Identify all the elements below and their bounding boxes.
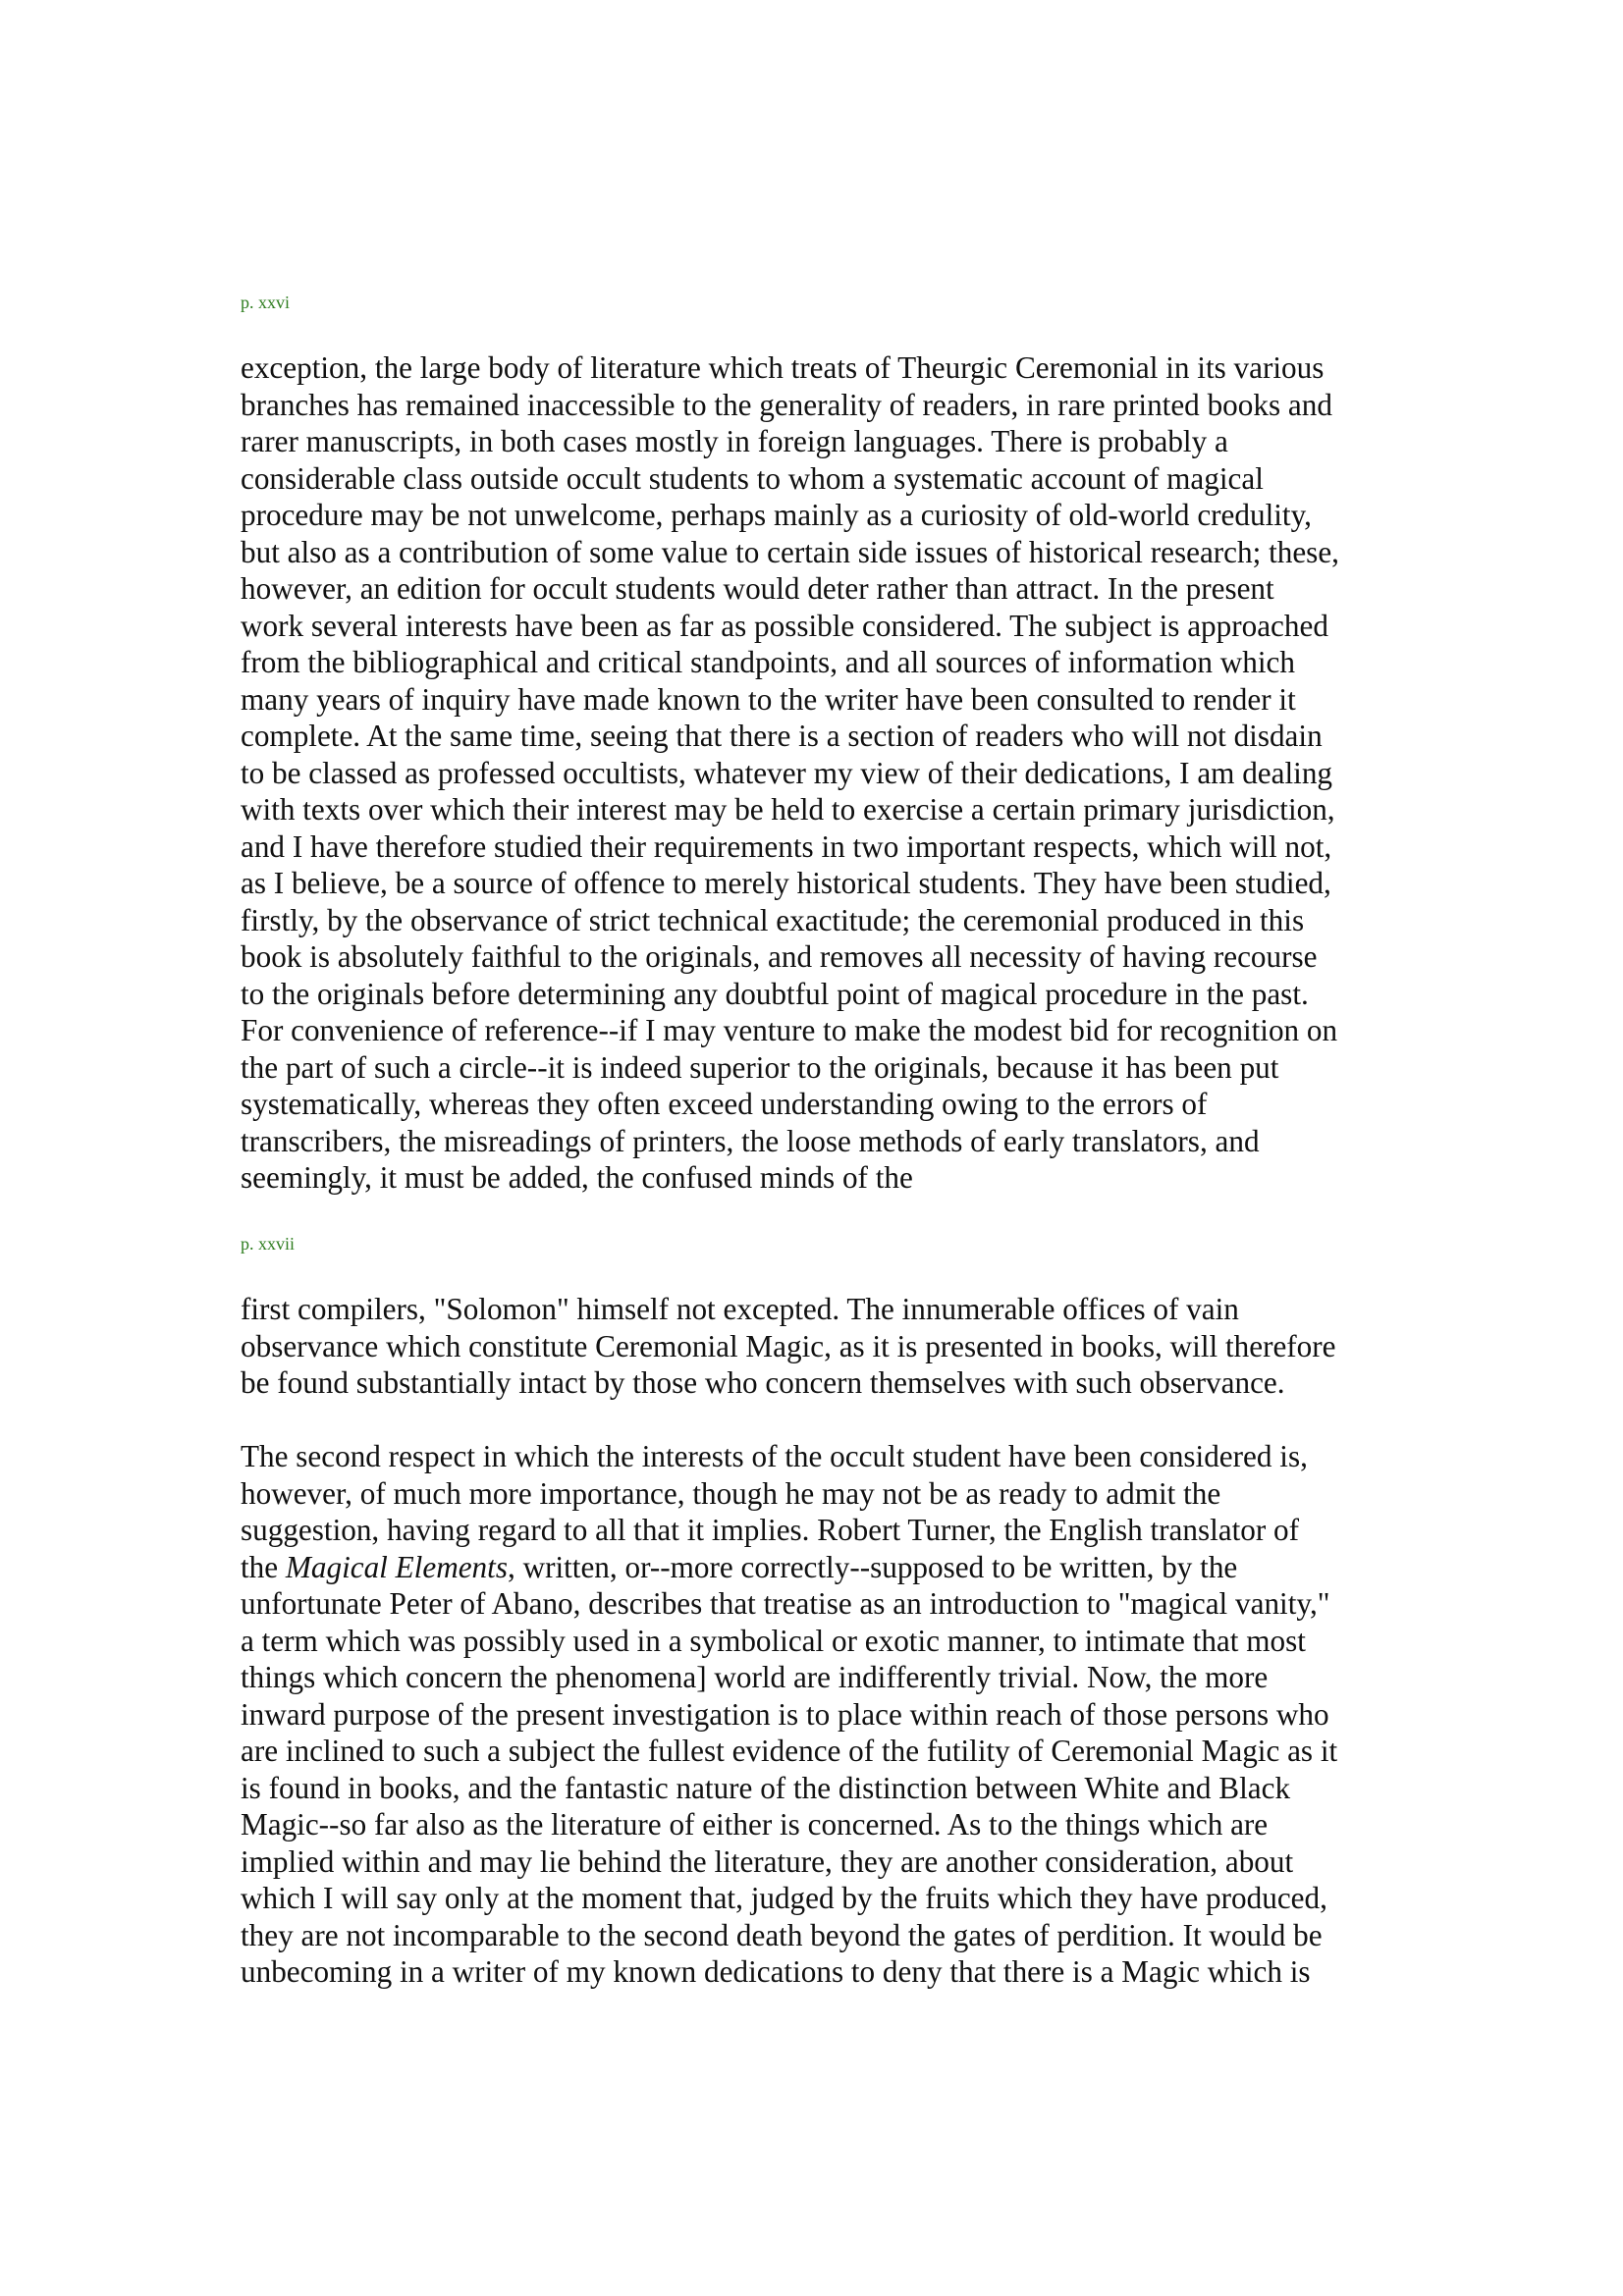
text-line [241, 1549, 1409, 1586]
text-line: considerable class outside occult students to whom a systematic account of magical [241, 460, 1264, 496]
text-line: inward purpose of the present investigation is to place within reach of those persons who [241, 1696, 1329, 1732]
text-line: and I have therefore studied their requirements in two important respects, which will not, [241, 828, 1332, 864]
text-line: however, of much more importance, though he may not be as ready to admit the [241, 1475, 1221, 1511]
text-line: with texts over which their interest may be held to exercise a certain primary jurisdiction, [241, 792, 1335, 827]
text-line: procedure may be not unwelcome, perhaps mainly as a curiosity of old-world credulity, [241, 498, 1312, 532]
text-line: Magic--so far also as the literature of either is concerned. As to the things which are [241, 1807, 1269, 1842]
text-line: implied within and may lie behind the literature, they are another consideration, about [241, 1843, 1294, 1879]
text-line: but also as a contribution of some value to certain side issues of historical research; these, [241, 534, 1339, 569]
page-marker-xxvi: p. xxvi [241, 293, 291, 312]
book-title-italic: Magical Elements [285, 1549, 508, 1584]
text-line: many years of inquiry have made known to the writer have been consulted to render it [241, 681, 1296, 717]
text-line: rarer manuscripts, in both cases mostly in foreign languages. There is probably a [241, 424, 1228, 458]
text-line: For convenience of reference--if I may venture to make the modest bid for recognition on [241, 1013, 1338, 1047]
text-line: first compilers, "Solomon" himself not excepted. The innumerable offices of vain [241, 1292, 1239, 1326]
text-fragment: the [241, 1549, 286, 1584]
text-line: things which concern the phenomena] world are indifferently trivial. Now, the more [241, 1660, 1269, 1694]
text-line: from the bibliographical and critical standpoints, and all sources of information which [241, 645, 1295, 679]
text-line: complete. At the same time, seeing that there is a section of readers who will not disdain [241, 719, 1323, 753]
text-line: work several interests have been as far as possible considered. The subject is approached [241, 608, 1328, 643]
paragraph-3 [241, 1438, 1409, 1991]
text-line: exception, the large body of literature which treats of Theurgic Ceremonial in its various [241, 350, 1325, 385]
page-marker-xxvii: p. xxvii [241, 1234, 296, 1254]
paragraph-1 [241, 349, 1409, 1197]
text-line: suggestion, having regard to all that it implies. Robert Turner, the English translator of [241, 1513, 1300, 1547]
text-line: transcribers, the misreadings of printers, the loose methods of early translators, and [241, 1123, 1260, 1158]
text-line: seemingly, it must be added, the confused minds of the [241, 1160, 913, 1195]
text-line: however, an edition for occult students would deter rather than attract. In the present [241, 571, 1274, 606]
text-line: The second respect in which the interests of the occult student have been considered is, [241, 1439, 1308, 1473]
text-line: are inclined to such a subject the fullest evidence of the futility of Ceremonial Magic as it [241, 1734, 1338, 1768]
text-line: the part of such a circle--it is indeed superior to the originals, because it has been put [241, 1049, 1279, 1085]
text-line: they are not incomparable to the second death beyond the gates of perdition. It would be [241, 1917, 1323, 1952]
text-line: to be classed as professed occultists, whatever my view of their dedications, I am dealing [241, 755, 1333, 790]
text-line: unbecoming in a writer of my known dedications to deny that there is a Magic which is [241, 1954, 1311, 1989]
text-line: is found in books, and the fantastic nature of the distinction between White and Black [241, 1770, 1291, 1805]
text-line: branches has remained inaccessible to the generality of readers, in rare printed books and [241, 387, 1332, 422]
text-fragment: , written, or--more correctly--supposed to be written, by the [507, 1549, 1238, 1584]
text-line: book is absolutely faithful to the originals, and removes all necessity of having recourse [241, 939, 1318, 974]
paragraph-2 [241, 1291, 1409, 1402]
text-line: firstly, by the observance of strict technical exactitude; the ceremonial produced in this [241, 902, 1305, 937]
text-line: observance which constitute Ceremonial Magic, as it is presented in books, will therefore [241, 1328, 1336, 1363]
text-line: as I believe, be a source of offence to merely historical students. They have been studied, [241, 866, 1331, 900]
text-line: which I will say only at the moment that, judged by the fruits which they have produced, [241, 1881, 1327, 1915]
text-line: unfortunate Peter of Abano, describes that treatise as an introduction to "magical vanity," [241, 1586, 1330, 1621]
text-line: be found substantially intact by those who concern themselves with such observance. [241, 1365, 1285, 1400]
text-line: systematically, whereas they often exceed understanding owing to the errors of [241, 1087, 1208, 1121]
text-line: to the originals before determining any doubtful point of magical procedure in the past. [241, 976, 1309, 1011]
text-line: a term which was possibly used in a symbolical or exotic manner, to intimate that most [241, 1623, 1306, 1658]
